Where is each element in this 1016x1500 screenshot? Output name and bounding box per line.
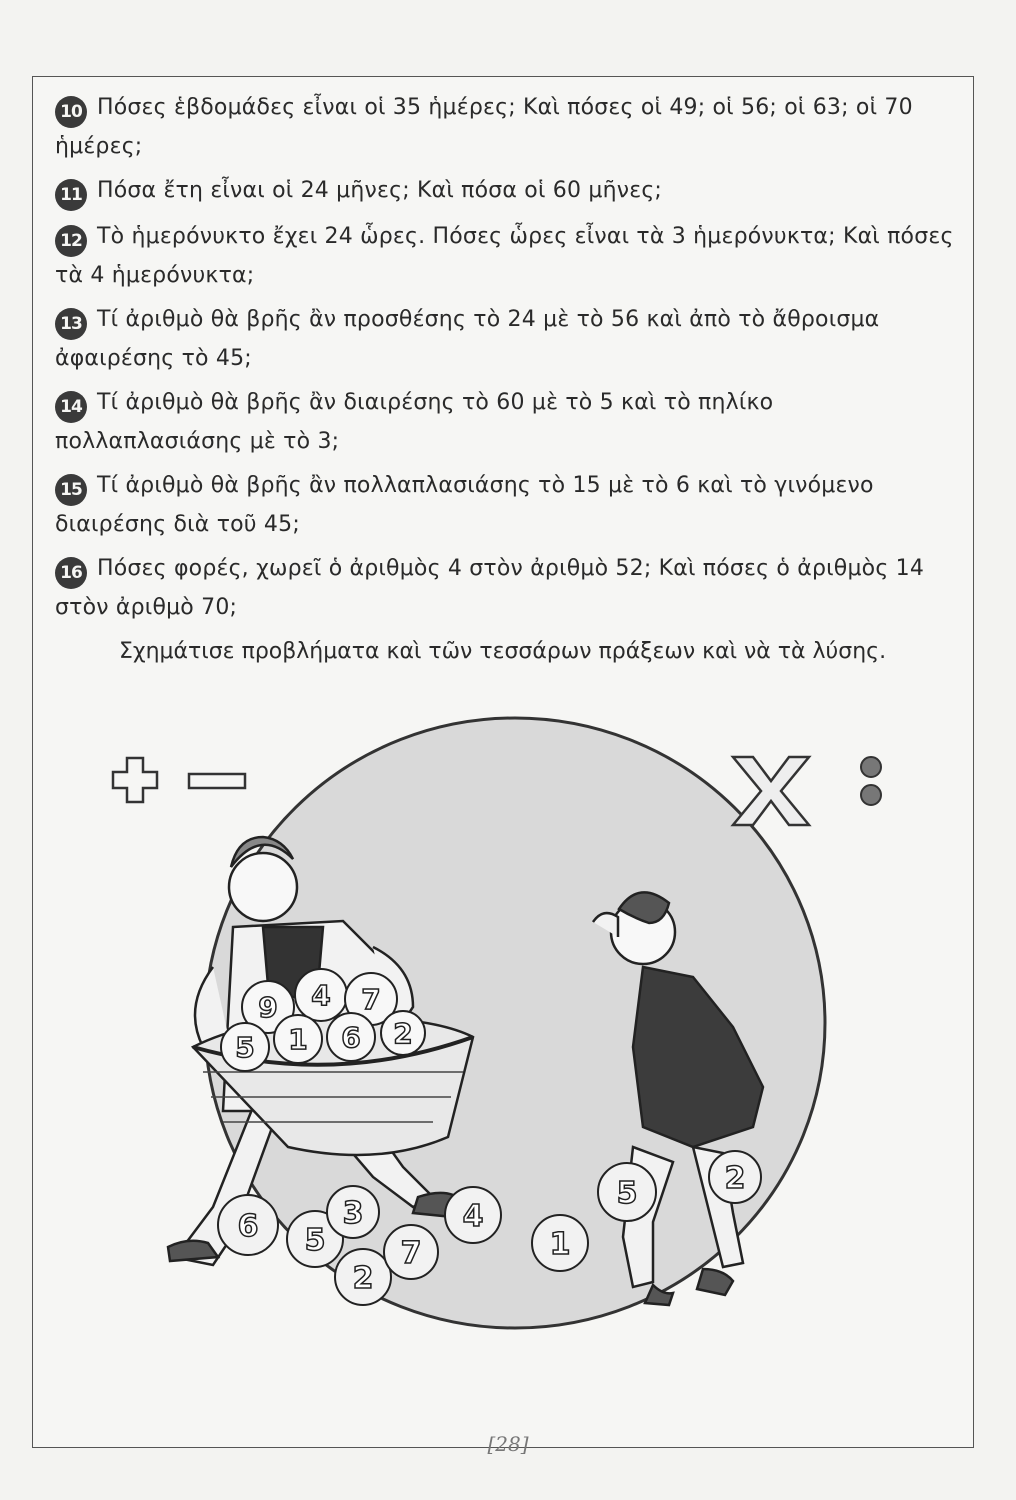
problem-number-badge: 11	[55, 179, 87, 211]
problem-text: Πόσες φορές, χωρεῖ ὁ ἀριθμὸς 4 στὸν ἀριθμὸ 52; Καὶ πόσες ὁ ἀριθμὸς 14 στὸν ἀριθμὸ 70;	[55, 556, 925, 620]
page-number: [28]	[487, 1432, 529, 1456]
plus-icon	[113, 758, 157, 802]
problem-text: Τί ἀριθμὸ θὰ βρῆς ἂν διαιρέσης τὸ 60 μὲ τὸ 5 καὶ τὸ πηλίκο πολλαπλασιάσης μὲ τὸ 3;	[55, 390, 774, 454]
problem-number-badge: 12	[55, 225, 87, 257]
basket-coin-6: 6	[341, 1021, 361, 1054]
problem-text: Τί ἀριθμὸ θὰ βρῆς ἂν πολλαπλασιάσης τὸ 15 μὲ τὸ 6 καὶ τὸ γινόμενο διαιρέσης διὰ τοῦ 45;	[55, 473, 874, 537]
problem-number-badge: 14	[55, 391, 87, 423]
basket-coin-7: 7	[361, 983, 381, 1016]
ground-coin-6: 6	[237, 1209, 259, 1244]
problem-15	[55, 467, 955, 543]
instruction-text: Σχημάτισε προβλήματα καὶ τῶν τεσσάρων πράξεων καὶ νὰ τὰ λύσης.	[119, 639, 887, 664]
ground-coin-5: 5	[304, 1223, 326, 1258]
problem-11	[55, 172, 955, 211]
problem-text: Τί ἀριθμὸ θὰ βρῆς ἂν προσθέσης τὸ 24 μὲ τὸ 56 καὶ ἀπὸ τὸ ἄθροισμα ἀφαιρέσης τὸ 45;	[55, 307, 880, 371]
ground-coin-3: 3	[342, 1196, 364, 1231]
basket-coin-9: 9	[258, 991, 278, 1024]
ground-coin-1: 1	[549, 1227, 571, 1262]
divide-icon	[861, 757, 881, 805]
ground-coin-2: 2	[352, 1261, 374, 1296]
basket-coin-4: 4	[311, 979, 331, 1012]
problem-number-badge: 16	[55, 557, 87, 589]
problem-text: Τὸ ἡμερόνυκτο ἔχει 24 ὧρες. Πόσες ὧρες εἶναι τὰ 3 ἡμερόνυκτα; Καὶ πόσες τὰ 4 ἡμερόνυκτα;	[55, 224, 954, 288]
problem-number-badge: 10	[55, 96, 87, 128]
minus-icon	[189, 774, 245, 788]
problem-number-badge: 13	[55, 308, 87, 340]
multiply-icon	[733, 757, 809, 825]
basket-coin-5: 5	[235, 1031, 255, 1064]
boys-with-numbers-illustration	[53, 677, 953, 1337]
problem-text: Πόσα ἔτη εἶναι οἱ 24 μῆνες; Καὶ πόσα οἱ 60 μῆνες;	[97, 178, 663, 203]
problem-12	[55, 218, 955, 294]
problem-10	[55, 89, 955, 165]
problem-14	[55, 384, 955, 460]
ground-coin-4: 4	[462, 1199, 484, 1234]
problem-number-badge: 15	[55, 474, 87, 506]
ground-coin-7: 7	[400, 1236, 422, 1271]
ground-coin-5b: 5	[616, 1176, 638, 1211]
basket-coin-2: 2	[393, 1017, 413, 1050]
basket-coin-1: 1	[288, 1023, 308, 1056]
problem-13	[55, 301, 955, 377]
problem-16	[55, 550, 955, 626]
problem-list	[55, 89, 955, 670]
ground-coin-2b: 2	[724, 1161, 746, 1196]
page-frame	[32, 76, 974, 1448]
problem-text: Πόσες ἑβδομάδες εἶναι οἱ 35 ἡμέρες; Καὶ πόσες οἱ 49; οἱ 56; οἱ 63; οἱ 70 ἡμέρες;	[55, 95, 913, 159]
